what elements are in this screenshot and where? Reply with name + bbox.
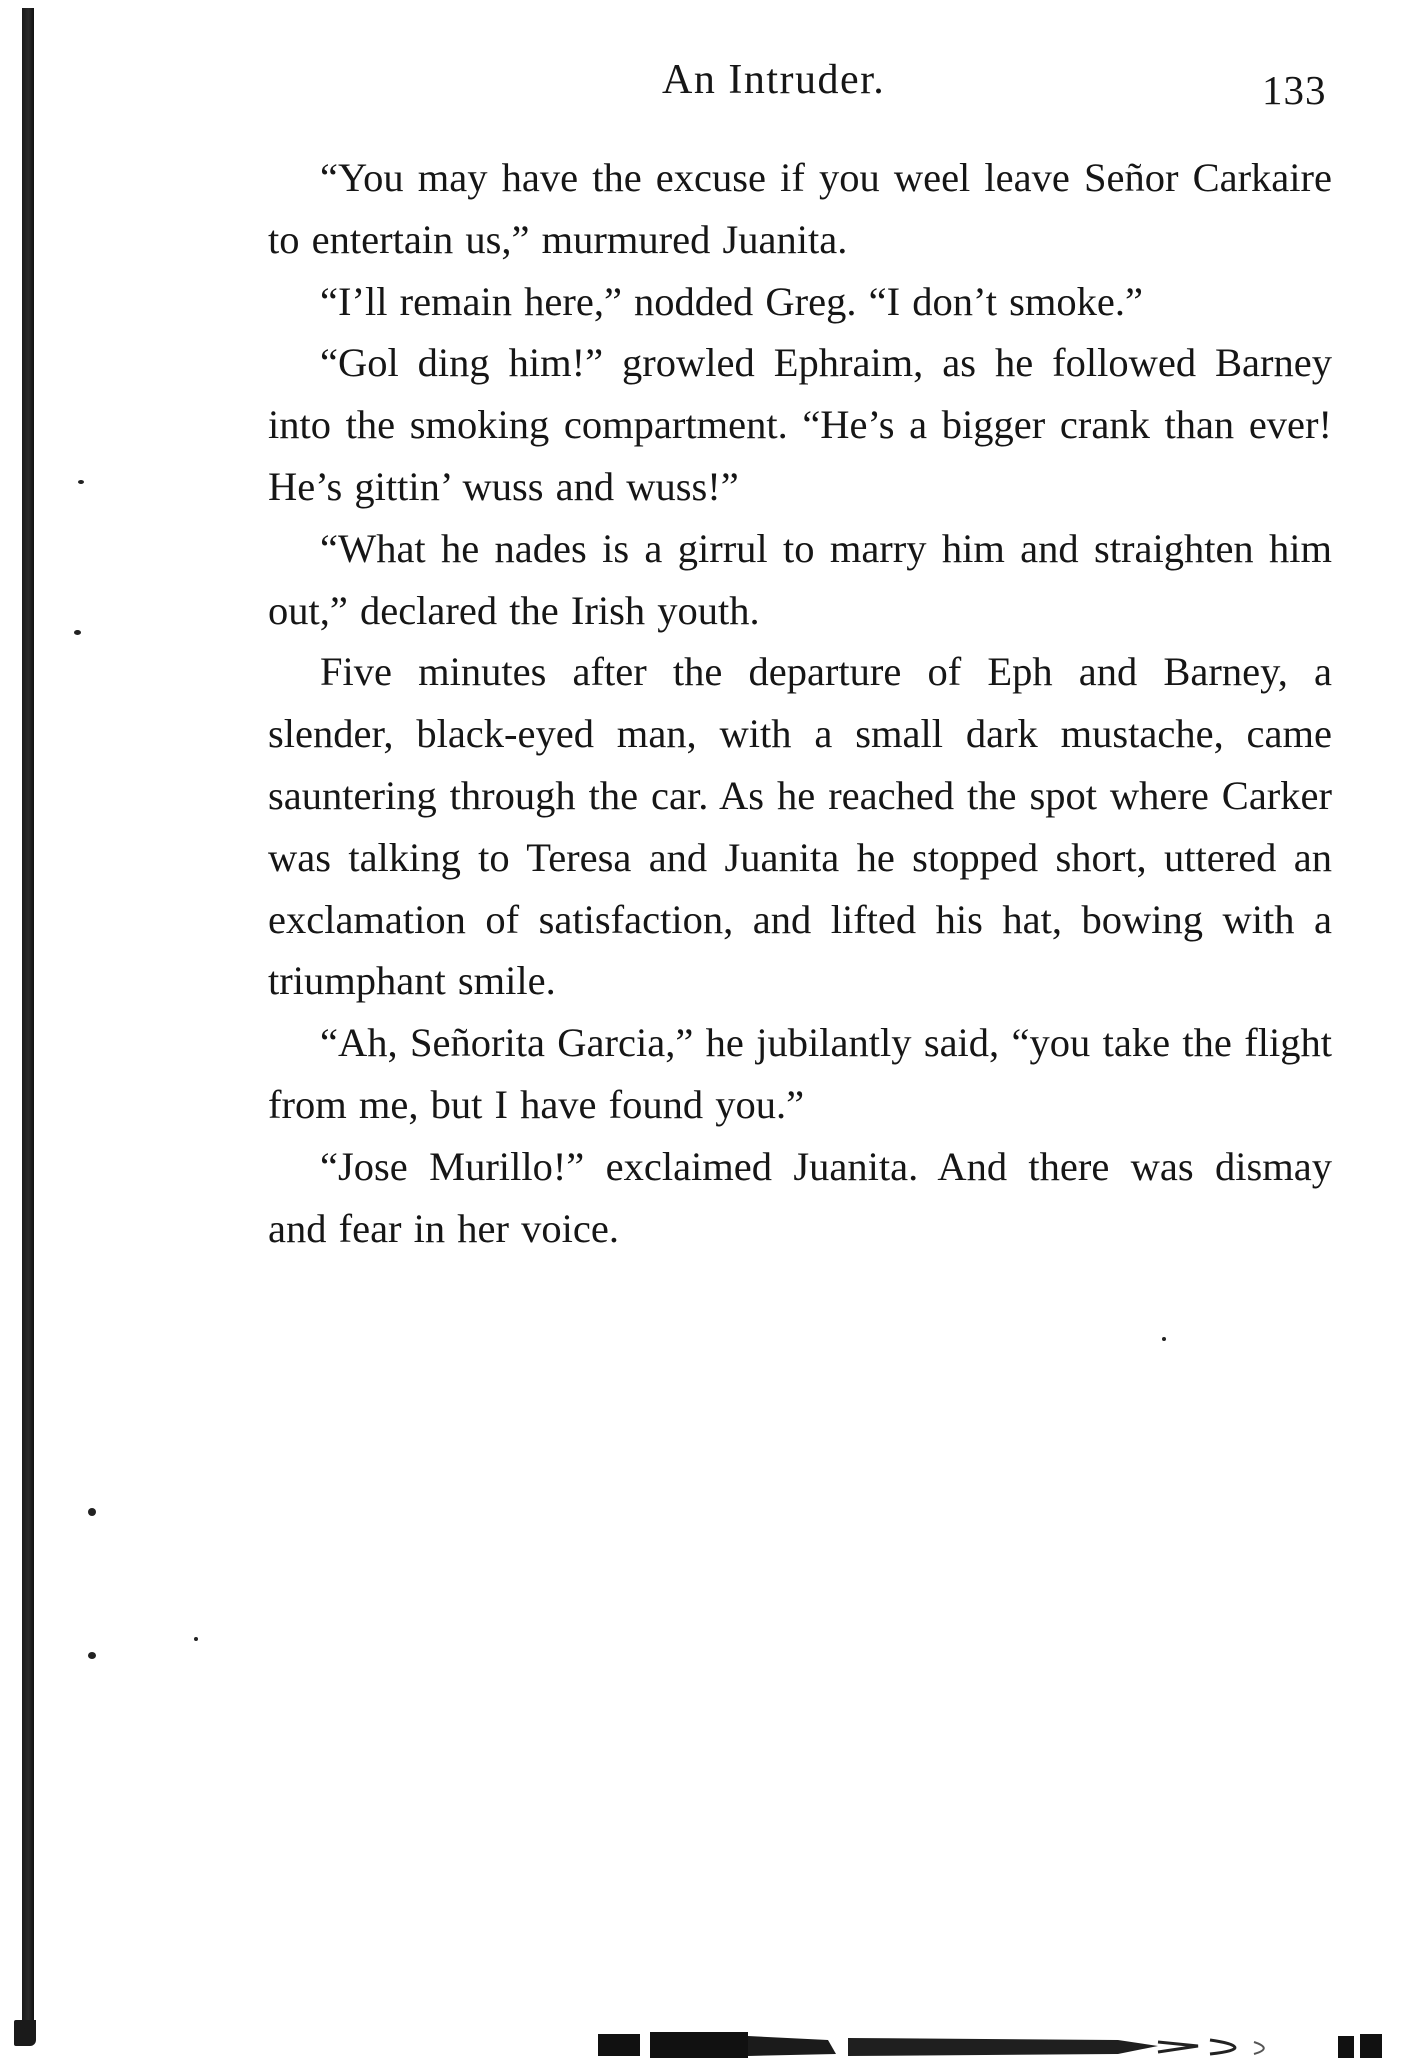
- paragraph: Five minutes after the departure of Eph and Barney, a slender, black-eyed man, with a small dark mustache, came sauntering through the car. As he reached the spot where Carker was talking to Teresa and Juanita he stopped short, uttered an exclamation of satisfaction, and lifted his hat, bowing with a triumphant smile.: [268, 649, 1332, 1004]
- scan-speck: [74, 630, 81, 635]
- binding-edge-foot: [14, 2020, 36, 2046]
- binding-edge: [22, 8, 34, 2043]
- scan-speck: [88, 1652, 96, 1659]
- running-head: [0, 56, 1409, 116]
- paragraph: “Jose Murillo!” exclaimed Juanita. And there was dismay and fear in her voice.: [268, 1143, 1332, 1251]
- scan-speck: [78, 480, 84, 484]
- bottom-edge-artifact: [598, 2024, 1398, 2064]
- paragraph: “You may have the excuse if you weel leave Señor Carkaire to entertain us,” murmured Juanita.: [268, 155, 1332, 262]
- paragraph: “Gol ding him!” growled Ephraim, as he followed Barney into the smoking compartment. “He’s a bigger crank than ever! He’s gittin’ wuss and wuss!”: [268, 340, 1332, 509]
- paragraph: “Ah, Señorita Garcia,” he jubilantly said, “you take the flight from me, but I have found you.”: [268, 1020, 1332, 1127]
- body-text: [268, 147, 1332, 1259]
- paragraph: “I’ll remain here,” nodded Greg. “I don’t smoke.”: [320, 278, 1143, 324]
- scan-speck: [194, 1637, 198, 1641]
- paragraph: “What he nades is a girrul to marry him and straighten him out,” declared the Irish youth.: [268, 525, 1332, 633]
- scan-speck: [1162, 1337, 1166, 1341]
- scan-speck: [88, 1508, 96, 1516]
- page-number: 133: [1262, 67, 1327, 113]
- running-title: An Intruder.: [662, 57, 886, 103]
